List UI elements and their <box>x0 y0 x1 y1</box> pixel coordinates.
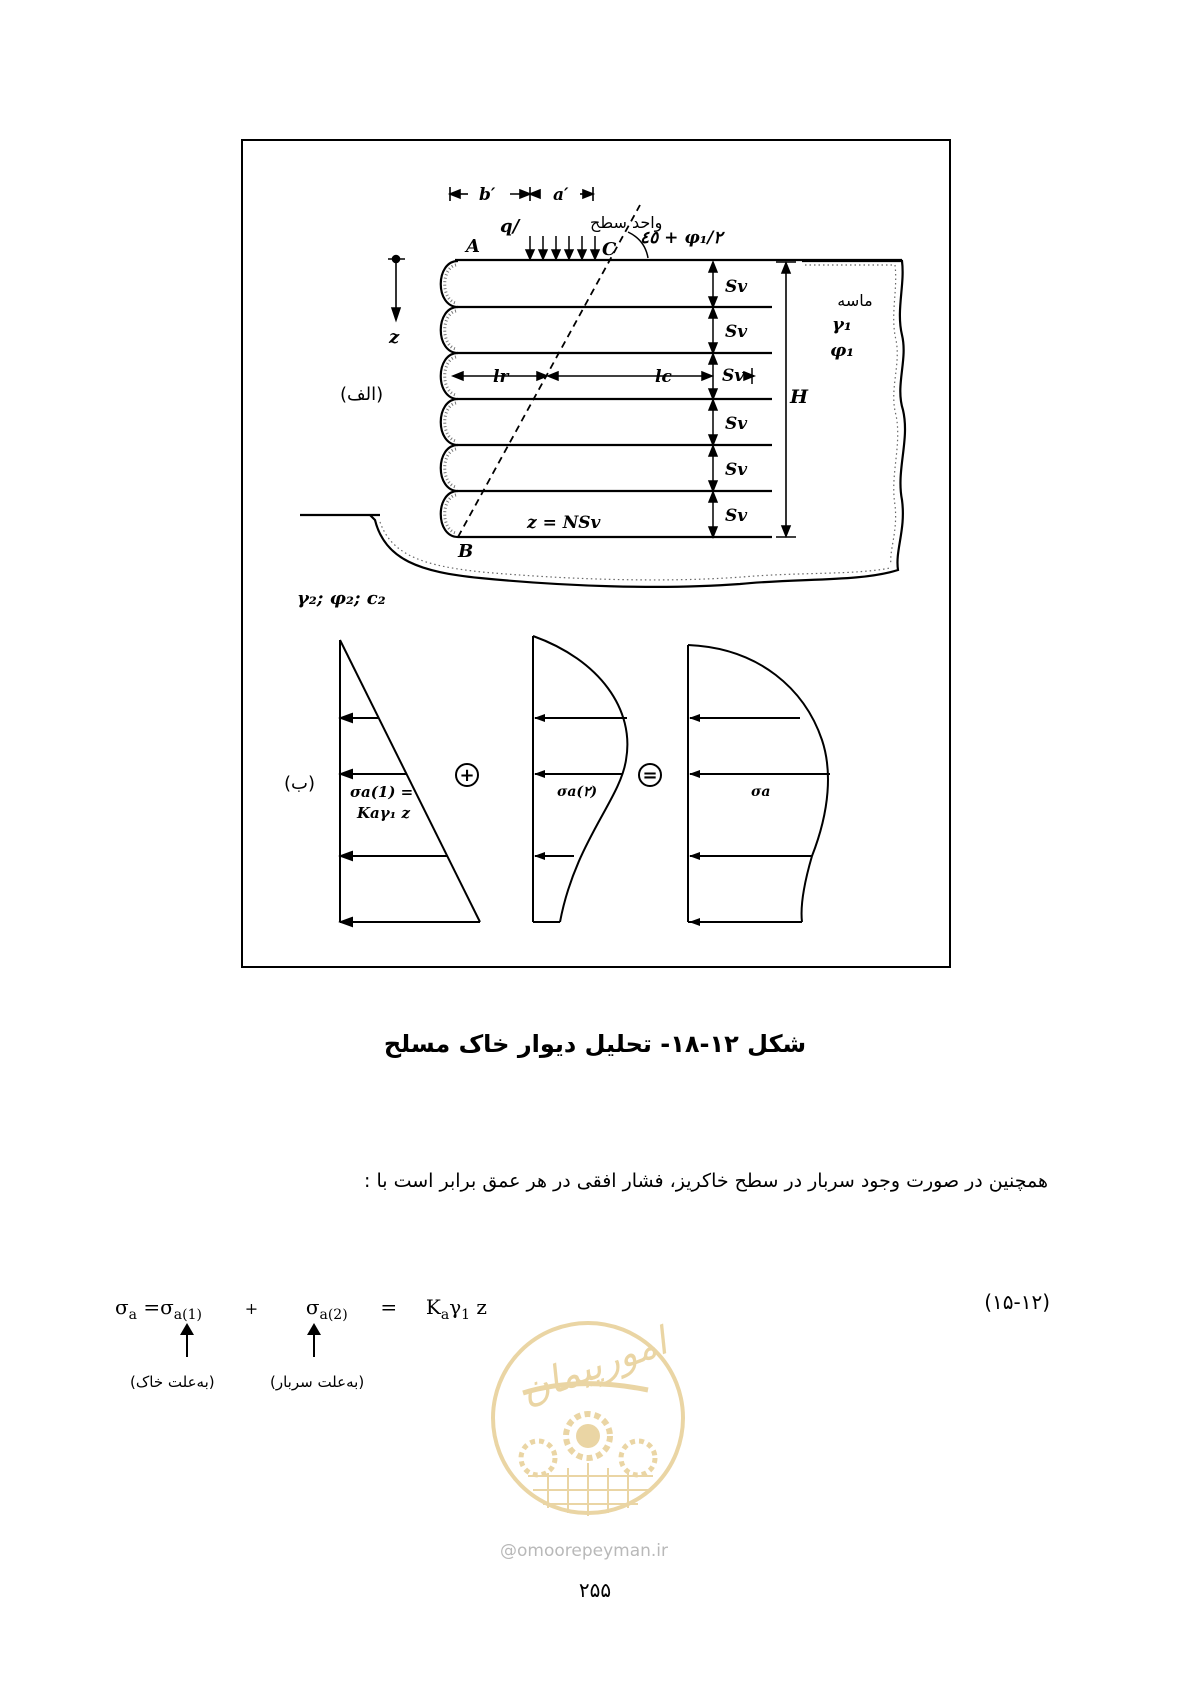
dim-b-label: b′ <box>479 185 496 205</box>
pressure-diagram-total-arrowheads <box>689 714 700 926</box>
eq-sigma-a: σ <box>115 1295 129 1319</box>
watermark-url: @omoorepeyman.ir <box>500 1541 669 1561</box>
sigma1-line2: Kaγ₁ z <box>357 804 410 822</box>
backfill-label: ماسه <box>837 291 873 310</box>
part-a-label: (الف) <box>340 384 384 405</box>
height-label: H <box>790 386 808 408</box>
eq-plus: + <box>244 1299 259 1318</box>
eq-sigma-a2: σ <box>305 1295 320 1319</box>
note-soil: (به‌علت خاک) <box>130 1373 215 1391</box>
backfill-stipple-edge <box>805 265 898 565</box>
watermark-logo <box>488 1318 688 1533</box>
depth-indicator <box>388 256 405 321</box>
length-c-label: lc <box>655 367 672 387</box>
sv-label-5: Sv <box>725 460 748 480</box>
pressure-diagram-2-arrowheads <box>534 714 545 860</box>
top-dimension <box>450 187 593 201</box>
base-stipple-edge <box>380 522 890 580</box>
sv-label-2: Sv <box>725 322 748 342</box>
angle-label: ٤٥ + φ₁/٢ <box>640 228 723 248</box>
dim-a-label: a′ <box>553 185 569 205</box>
point-b-label: B <box>458 541 474 562</box>
plus-sign: + <box>459 765 475 786</box>
eq-rhs-k-sub: a <box>440 1307 450 1323</box>
arrow-sigma-a2 <box>313 1333 315 1357</box>
eq-sigma-a-sub: a <box>128 1307 138 1323</box>
eq-rhs-gamma-sub: 1 <box>461 1307 471 1323</box>
equation-number: (۱۵-۱۲) <box>984 1290 1050 1314</box>
eq-sigma-a1: σ <box>160 1295 174 1319</box>
depth-axis-label: z <box>389 327 400 348</box>
surcharge-label: q/ <box>500 216 520 237</box>
eq-sigma-a1-sub: a(1) <box>173 1307 202 1323</box>
pressure-diagram-2 <box>533 636 627 922</box>
sv-label-6: Sv <box>725 506 748 526</box>
backfill-gamma: γ₁ <box>832 314 852 335</box>
figure-frame <box>242 140 950 967</box>
equation <box>115 1295 487 1323</box>
sigma2-label: σa(۲) <box>557 784 598 800</box>
figure-caption: شکل ۱۲-۱۸- تحلیل دیوار خاک مسلح <box>383 1030 807 1058</box>
bottom-equation: z = NSv <box>527 513 601 533</box>
eq-sigma-a2-sub: a(2) <box>319 1307 348 1323</box>
length-r-label: lr <box>493 367 509 387</box>
page-number: ۲۵۵ <box>578 1578 612 1602</box>
surcharge-unit-label: واحد سطح <box>590 213 663 232</box>
backfill-phi: φ₁ <box>830 340 855 361</box>
eq-equals-1: = <box>143 1295 161 1319</box>
equals-sign: = <box>642 765 658 786</box>
note-surcharge: (به‌علت سربار) <box>270 1373 365 1391</box>
arrow-sigma-a1 <box>186 1333 188 1357</box>
sv-label-3: Sv <box>722 366 745 386</box>
foundation-props: γ₂; φ₂; c₂ <box>297 588 386 609</box>
eq-rhs-gamma: γ <box>449 1295 462 1319</box>
sigma1-line1: σa(1) = <box>350 783 414 801</box>
point-c-label: C <box>602 239 617 260</box>
sigma-total-label: σa <box>751 784 771 800</box>
surcharge-arrows <box>526 236 599 259</box>
sv-label-1: Sv <box>725 277 748 297</box>
eq-equals-2: = <box>380 1295 398 1319</box>
eq-rhs-z: z <box>476 1295 487 1319</box>
watermark-logo-text: امورپیمان <box>514 1319 673 1413</box>
sv-label-4: Sv <box>725 414 748 434</box>
part-b-label: (ب) <box>284 773 316 794</box>
point-a-label: A <box>466 236 480 257</box>
body-paragraph: همچنین در صورت وجود سربار در سطح خاکریز، فشار افقی در هر عمق برابر است با : <box>364 1170 1048 1192</box>
eq-rhs-k: K <box>425 1295 441 1319</box>
